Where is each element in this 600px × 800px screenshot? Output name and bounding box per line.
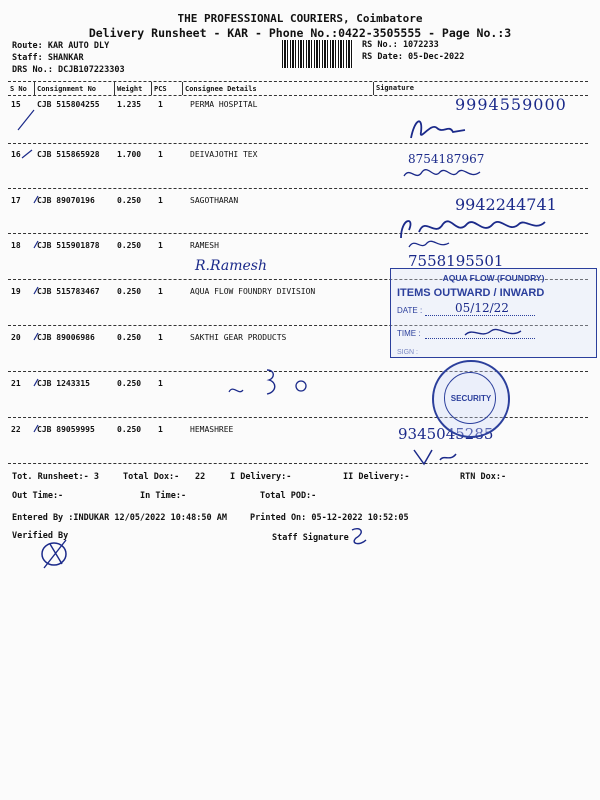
row-sno: 20 <box>11 333 21 342</box>
row-consignment: CJB 1243315 <box>37 379 90 388</box>
row-consignee: SAGOTHARAN <box>190 196 239 205</box>
tick-marks <box>14 100 42 440</box>
row-sno: 15 <box>11 100 21 109</box>
row-sno: 17 <box>11 196 21 205</box>
column-separator <box>34 82 35 95</box>
printed-on: Printed On: 05-12-2022 10:52:05 <box>250 513 409 523</box>
col-sno: S No <box>10 85 27 93</box>
row-weight: 0.250 <box>117 379 142 388</box>
row-sno: 18 <box>11 241 21 250</box>
stamp-date-line <box>425 315 535 316</box>
column-separator <box>182 82 183 95</box>
row-consignment: CJB 515783467 <box>37 287 100 296</box>
ii-delivery: II Delivery:- <box>343 472 410 482</box>
row-consignee: PERMA HOSPITAL <box>190 100 258 109</box>
seal-text: SECURITY <box>450 394 492 403</box>
row-pcs: 1 <box>158 287 163 296</box>
row-consignment: CJB 89070196 <box>37 196 95 205</box>
row-consignee: RAMESH <box>190 241 219 250</box>
verified-by: Verified By <box>12 531 69 541</box>
staff-signature <box>348 526 372 548</box>
row-sno: 19 <box>11 287 21 296</box>
column-separator <box>114 82 115 95</box>
row-pcs: 1 <box>158 150 163 159</box>
row-pcs: 1 <box>158 333 163 342</box>
inward-stamp <box>390 268 597 358</box>
table-row <box>0 425 600 465</box>
row21-scribble <box>225 364 325 404</box>
seal-inner-ring <box>444 372 496 424</box>
signature-row15 <box>405 112 485 144</box>
row-weight: 0.250 <box>117 425 142 434</box>
rs-date: RS Date: 05-Dec-2022 <box>362 52 465 62</box>
row-weight: 1.700 <box>117 150 142 159</box>
handwritten-phone: 9345045285 <box>398 425 494 443</box>
barcode <box>282 40 354 68</box>
row-weight: 0.250 <box>117 241 142 250</box>
header-top-rule <box>8 81 588 82</box>
stamp-items: ITEMS OUTWARD / INWARD <box>397 287 545 299</box>
runsheet-title: Delivery Runsheet - KAR - Phone No.:0422-3505555 - Page No.:3 <box>88 26 512 40</box>
out-time: Out Time:- <box>12 491 64 501</box>
total-runsheet: Tot. Runsheet:- 3 <box>12 472 99 482</box>
column-separator <box>373 82 374 95</box>
stamp-sign-label: SIGN : <box>397 349 419 356</box>
row-consignee: SAKTHI GEAR PRODUCTS <box>190 333 287 342</box>
row-divider <box>8 188 588 189</box>
row-pcs: 1 <box>158 100 163 109</box>
handwritten-phone: 9942244741 <box>455 195 557 214</box>
company-title: THE PROFESSIONAL COURIERS, Coimbatore <box>177 12 423 25</box>
handwritten-phone: 8754187967 <box>408 152 485 166</box>
stamp-time-scribble <box>461 325 531 341</box>
staff-label: Staff: SHANKAR <box>12 53 84 63</box>
row-weight: 1.235 <box>117 100 142 109</box>
col-consignee: Consignee Details <box>185 85 257 93</box>
row-weight: 0.250 <box>117 333 142 342</box>
stamp-time-label: TIME : <box>397 329 421 338</box>
stamp-company: AQUA FLOW (FOUNDRY) <box>442 273 545 283</box>
row-consignee: HEMASHREE <box>190 425 234 434</box>
row-sno: 21 <box>11 379 21 388</box>
signature-row16 <box>400 164 500 184</box>
entered-by: Entered By :INDUKAR 12/05/2022 10:48:50 AM <box>12 513 227 523</box>
signature-row22 <box>410 444 470 468</box>
row-consignment: CJB 515865928 <box>37 150 100 159</box>
rtn-dox: RTN Dox:- <box>460 472 507 482</box>
in-time: In Time:- <box>140 491 187 501</box>
row-consignment: CJB 89006986 <box>37 333 95 342</box>
rs-number: RS No.: 1072233 <box>362 40 439 50</box>
row-sno: 22 <box>11 425 21 434</box>
total-dox-label: Total Dox:- <box>123 472 180 482</box>
total-dox-value: 22 <box>195 472 206 482</box>
row-consignee: AQUA FLOW FOUNDRY DIVISION <box>190 287 316 296</box>
row-weight: 0.250 <box>117 196 142 205</box>
verified-signature <box>36 534 80 570</box>
col-pcs: PCS <box>154 85 167 93</box>
security-seal <box>432 360 510 438</box>
stamp-date-value: 05/12/22 <box>455 301 509 315</box>
drs-number: DRS No.: DCJB107223303 <box>12 65 125 75</box>
row-consignment: CJB 89059995 <box>37 425 95 434</box>
stamp-date-label: DATE : <box>397 306 423 315</box>
row-consignee: DEIVAJOTHI TEX <box>190 150 258 159</box>
row-pcs: 1 <box>158 241 163 250</box>
row-sno: 16 <box>11 150 21 159</box>
table-row <box>0 150 600 190</box>
row-consignment: CJB 515804255 <box>37 100 100 109</box>
signature-row18-scribble <box>405 235 465 253</box>
i-delivery: I Delivery:- <box>230 472 292 482</box>
handwritten-ramesh-sign: R.Ramesh <box>195 258 267 274</box>
staff-signature-label: Staff Signature <box>272 533 349 543</box>
route-label: Route: KAR AUTO DLY <box>12 41 110 51</box>
table-bottom-rule <box>8 463 588 464</box>
row-pcs: 1 <box>158 196 163 205</box>
row-divider <box>8 143 588 144</box>
total-pod: Total POD:- <box>260 491 317 501</box>
col-consignment: Consignment No <box>37 85 97 93</box>
row-weight: 0.250 <box>117 287 142 296</box>
handwritten-phone: 7558195501 <box>408 252 504 270</box>
row-pcs: 1 <box>158 425 163 434</box>
handwritten-phone: 9994559000 <box>455 95 567 114</box>
column-separator <box>151 82 152 95</box>
col-signature: Signature <box>376 84 414 92</box>
row-consignment: CJB 515901878 <box>37 241 100 250</box>
col-weight: Weight <box>117 85 143 93</box>
row-pcs: 1 <box>158 379 163 388</box>
